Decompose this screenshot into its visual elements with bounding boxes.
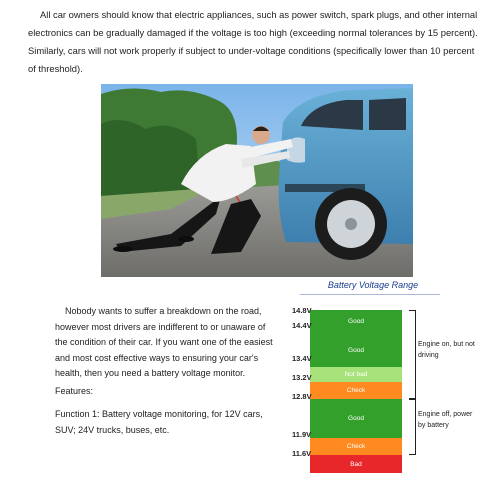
engine-off-bracket — [409, 399, 416, 455]
tick-12-8: 12.8V — [292, 392, 312, 401]
engine-on-label: Engine on, but not driving — [418, 341, 475, 359]
chart-title: Battery Voltage Range — [327, 280, 419, 290]
intro-text — [28, 6, 483, 78]
intro-paragraph: All car owners should know that electric appliances, such as power switch, spark plugs, and other internal electronics can be gradually damaged if the voltage is too high (exceeding normal tolerances by 15 percent). Similarly, cars will not work properly if subject to under-voltage conditions (specifically lower than 10 percent of threshold). — [28, 9, 478, 74]
function-1-text: Function 1: Battery voltage monitoring, for 12V cars, SUV; 24V trucks, buses, etc. — [55, 409, 263, 435]
segment-label: Check — [346, 443, 366, 450]
car-push-photo — [101, 84, 413, 277]
engine-on-bracket — [409, 310, 416, 399]
segment-label: Bad — [350, 460, 362, 468]
tick-13-4: 13.4V — [292, 354, 312, 363]
tick-14-8: 14.8V — [292, 306, 312, 315]
tick-14-4: 14.4V — [292, 321, 312, 330]
description-paragraph: Nobody wants to suffer a breakdown on the road, however most drivers are indifferent to or unaware of the condition of their car. If you want one of the easiest and most cost effective ways to ensuring your car's health, then you need a battery voltage monitor. — [55, 306, 273, 378]
segment-label: Check — [346, 387, 366, 394]
tick-11-9: 11.9V — [292, 430, 312, 439]
segment-label: Not bad — [344, 371, 368, 378]
description-block — [55, 304, 275, 438]
features-label: Features: — [55, 385, 94, 396]
segment-label: Good — [348, 318, 364, 325]
tick-13-2: 13.2V — [292, 373, 312, 382]
segment-label: Good — [348, 346, 364, 354]
chart-title-underline — [300, 294, 440, 295]
engine-off-label: Engine off, power by battery — [418, 411, 473, 429]
tick-11-6: 11.6V — [292, 449, 312, 458]
segment-label: Good — [348, 415, 364, 422]
